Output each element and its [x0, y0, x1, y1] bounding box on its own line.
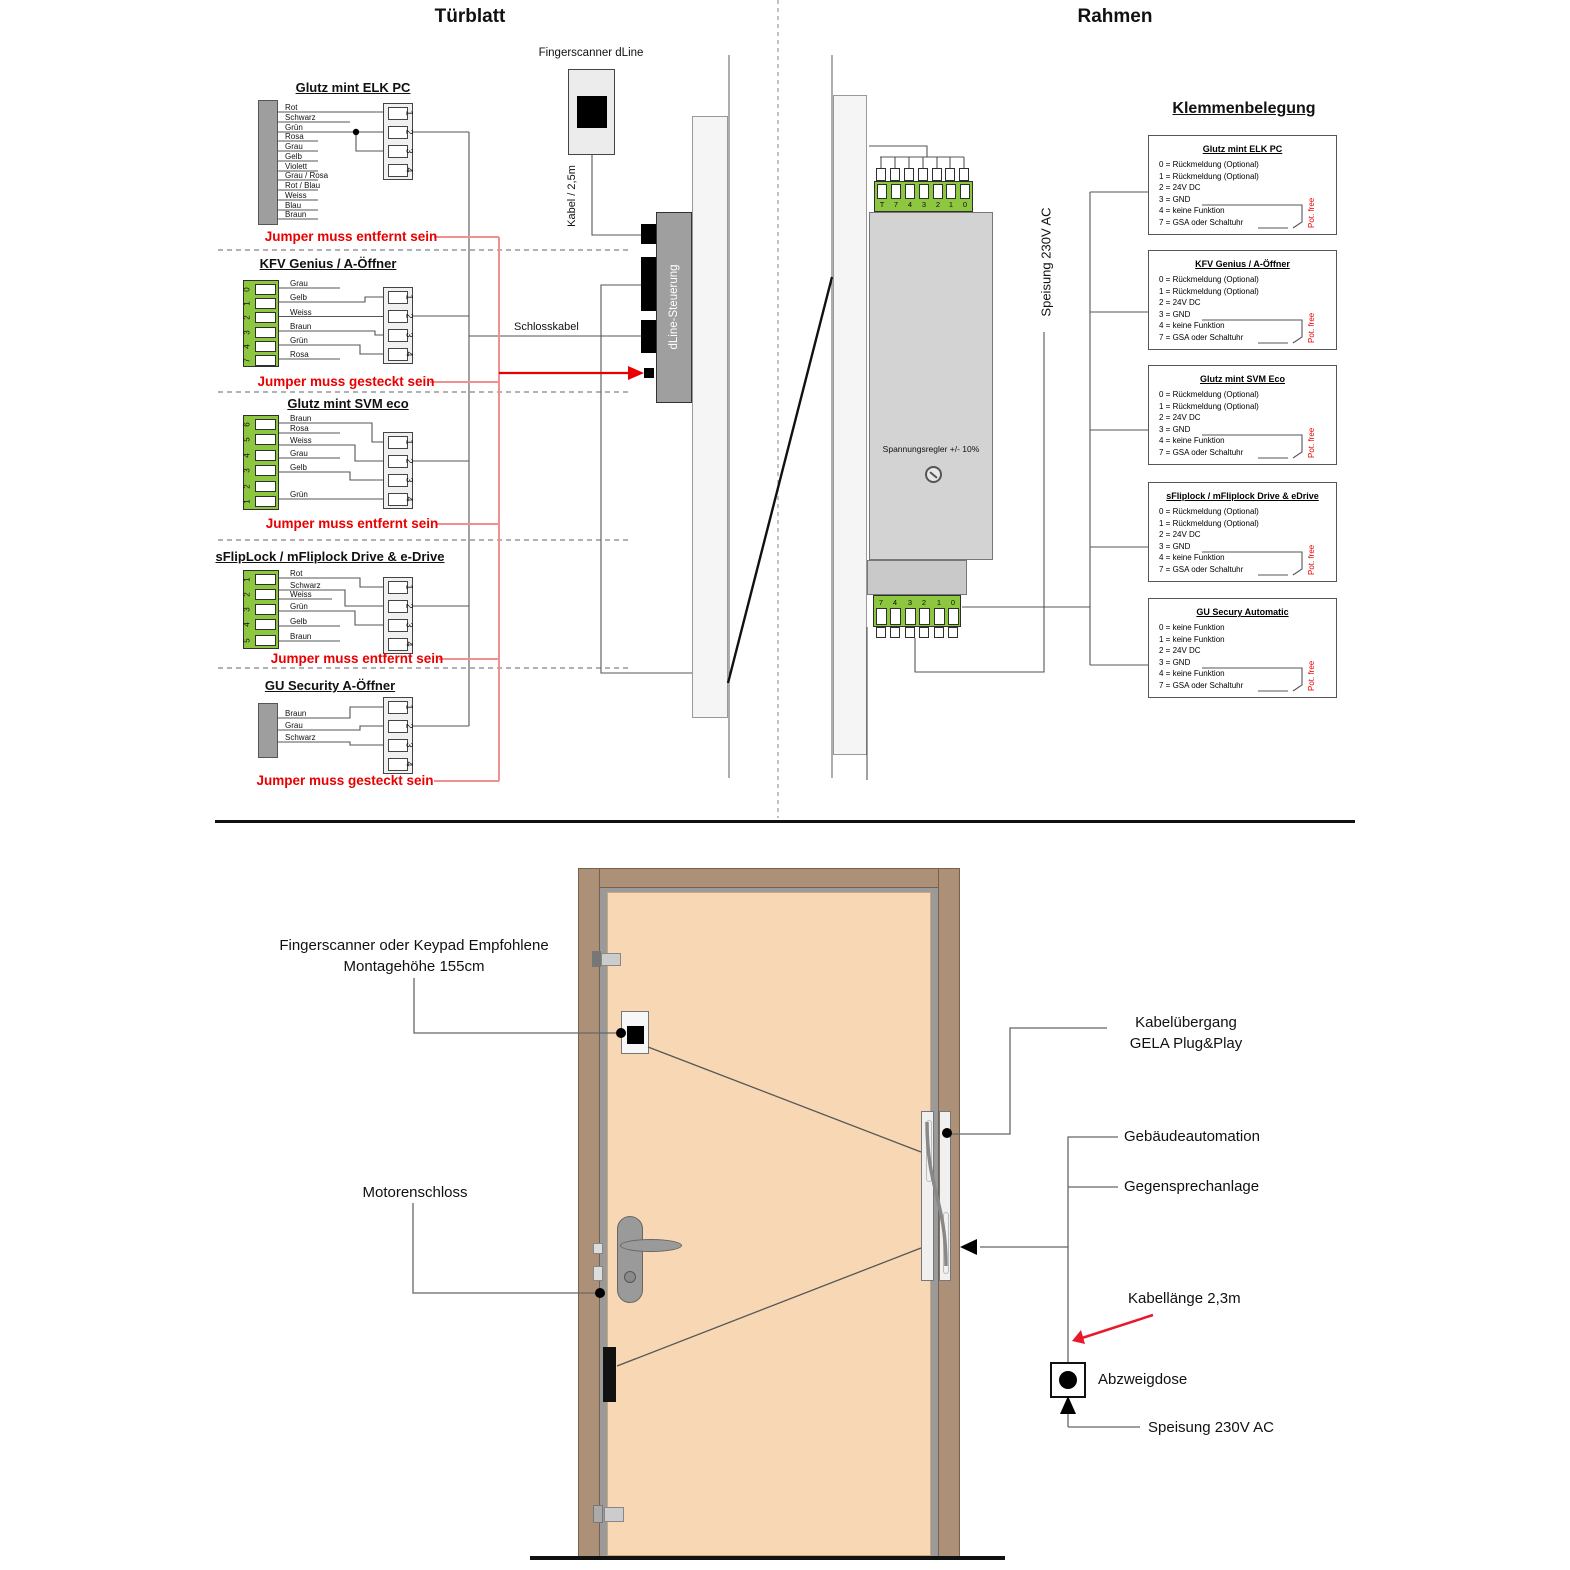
klemmen-line: 7 = GSA oder Schaltuhr — [1159, 332, 1244, 342]
wire-label: Grün — [290, 490, 308, 499]
wire-label: Braun — [290, 632, 312, 641]
wire-label: Weiss — [285, 191, 307, 200]
lock-section-title: Glutz mint SVM eco — [287, 396, 409, 411]
pin-number: 1 — [404, 704, 415, 710]
wire-label: Schwarz — [285, 733, 316, 742]
wire-label: Rosa — [285, 132, 304, 141]
pin-number: 4 — [404, 761, 415, 767]
pot-free-label: Pot. free — [1307, 197, 1316, 228]
klemmen-line: 7 = GSA oder Schaltuhr — [1159, 680, 1244, 690]
lock-section-title: sFlipLock / mFliplock Drive & e-Drive — [215, 549, 445, 564]
pot-free-label: Pot. free — [1307, 312, 1316, 343]
terminal-label: 2 — [921, 598, 927, 607]
wire-label: Braun — [285, 709, 307, 718]
wire-label: Grau — [285, 721, 303, 730]
wire-label: Weiss — [290, 590, 312, 599]
klemmen-line: 2 = 24V DC — [1159, 298, 1201, 307]
klemmen-line: 3 = GND — [1159, 309, 1191, 319]
cable-length-2-3m-label: Kabellänge 2,3m — [1128, 1290, 1241, 1307]
klemmen-line: 4 = keine Funktion — [1159, 436, 1225, 445]
lock-section-title: KFV Genius / A-Öffner — [259, 256, 397, 271]
terminal-label: 0 — [962, 200, 968, 209]
terminal-label: 7 — [878, 598, 884, 607]
terminal-number: 1 — [242, 577, 252, 582]
terminal-number: 4 — [242, 622, 252, 627]
klemmen-line: 0 = Rückmeldung (Optional) — [1159, 507, 1259, 516]
terminal-label: 7 — [893, 200, 899, 209]
wire-label: Schwarz — [285, 113, 316, 122]
klemmen-line: 3 = GND — [1159, 657, 1191, 667]
klemmen-line: 1 = keine Funktion — [1159, 634, 1225, 644]
terminal-number: 3 — [242, 468, 252, 473]
klemmen-line: 2 = 24V DC — [1159, 183, 1201, 192]
regulator-label: Spannungsregler +/- 10% — [882, 444, 980, 454]
intercom-label: Gegensprechanlage — [1124, 1178, 1260, 1195]
klemmen-line: 4 = keine Funktion — [1159, 206, 1225, 215]
pin-number: 3 — [404, 332, 415, 338]
wire-label: Braun — [290, 322, 312, 331]
wire-label: Weiss — [290, 308, 312, 317]
page-title-left: Türblatt — [434, 6, 506, 27]
terminal-number: 5 — [242, 638, 252, 643]
wire-label: Braun — [285, 210, 307, 219]
klemmen-line: 2 = 24V DC — [1159, 646, 1201, 655]
pot-free-label: Pot. free — [1307, 427, 1316, 458]
klemmen-line: 4 = keine Funktion — [1159, 669, 1225, 678]
controller-label: dLine-Steuerung — [668, 264, 680, 350]
wire-label: Grau — [290, 279, 308, 288]
pin-number: 3 — [404, 622, 415, 628]
lock-section-title: Glutz mint ELK PC — [295, 80, 411, 95]
jumper-note: Jumper muss entfernt sein — [264, 229, 438, 244]
page-title-right: Rahmen — [1077, 6, 1153, 27]
wire-label: Gelb — [285, 152, 302, 161]
klemmen-line: 4 = keine Funktion — [1159, 553, 1225, 562]
wire-label: Grau — [290, 449, 308, 458]
jumper-note: Jumper muss entfernt sein — [265, 516, 439, 531]
klemmen-line: 3 = GND — [1159, 194, 1191, 204]
terminal-label: 1 — [936, 598, 942, 607]
wire-label: Schwarz — [290, 581, 321, 590]
pin-number: 3 — [404, 742, 415, 748]
klemmen-line: 3 = GND — [1159, 424, 1191, 434]
pin-number: 1 — [404, 439, 415, 445]
wire-label: Grau / Rosa — [285, 171, 329, 180]
wire-label: Grün — [285, 123, 303, 132]
terminal-number: 3 — [242, 330, 252, 335]
terminal-number: 6 — [242, 422, 252, 427]
wire-label: Braun — [290, 414, 312, 423]
jumper-note: Jumper muss entfernt sein — [270, 651, 444, 666]
door-fingerscanner-label-line1: Fingerscanner oder Keypad Empfohlene — [279, 937, 549, 954]
wire-label: Grau — [285, 142, 303, 151]
klemmen-line: 1 = Rückmeldung (Optional) — [1159, 518, 1259, 528]
wire-label: Rot — [285, 103, 298, 112]
terminal-number: 0 — [242, 287, 252, 292]
terminal-number: 1 — [242, 301, 252, 306]
pin-number: 2 — [404, 129, 415, 135]
junction-box-label: Abzweigdose — [1098, 1371, 1188, 1388]
terminal-label: 4 — [892, 598, 898, 607]
terminal-label: 4 — [907, 200, 913, 209]
wire-label: Grün — [290, 336, 308, 345]
klemmen-line: 7 = GSA oder Schaltuhr — [1159, 447, 1244, 457]
cable-transition-label-line2: GELA Plug&Play — [1129, 1035, 1243, 1052]
klemmen-line: 0 = Rückmeldung (Optional) — [1159, 275, 1259, 284]
wire-label: Blau — [285, 201, 302, 210]
pin-number: 4 — [404, 167, 415, 173]
terminal-number: 2 — [242, 592, 252, 597]
pin-number: 2 — [404, 458, 415, 464]
wire-label: Weiss — [290, 436, 312, 445]
wire-label: Rosa — [290, 424, 309, 433]
klemmen-line: 7 = GSA oder Schaltuhr — [1159, 217, 1244, 227]
pin-number: 1 — [404, 110, 415, 116]
wire-label: Rosa — [290, 350, 309, 359]
jumper-note: Jumper muss gesteckt sein — [257, 374, 435, 389]
pin-number: 4 — [404, 496, 415, 502]
klemmen-line: 2 = 24V DC — [1159, 530, 1201, 539]
wire-label: Gelb — [290, 617, 307, 626]
terminal-label: 3 — [907, 598, 913, 607]
building-automation-label: Gebäudeautomation — [1124, 1128, 1260, 1145]
power-supply-230v-label: Speisung 230V AC — [1148, 1419, 1274, 1436]
pin-number: 3 — [404, 477, 415, 483]
terminal-label: 2 — [935, 200, 941, 209]
klemmen-box-title: Glutz mint ELK PC — [1202, 144, 1283, 154]
pin-number: 4 — [404, 351, 415, 357]
wire-label: Violett — [285, 162, 308, 171]
klemmen-line: 1 = Rückmeldung (Optional) — [1159, 286, 1259, 296]
wire-label: Rot / Blau — [285, 181, 321, 190]
klemmen-line: 0 = Rückmeldung (Optional) — [1159, 390, 1259, 399]
pot-free-label: Pot. free — [1307, 544, 1316, 575]
terminal-number: 2 — [242, 315, 252, 320]
pot-free-label: Pot. free — [1307, 660, 1316, 691]
klemmen-box-title: Glutz mint SVM Eco — [1199, 374, 1285, 384]
terminal-number: 4 — [242, 344, 252, 349]
wire-label: Gelb — [290, 293, 307, 302]
motor-lock-label: Motorenschloss — [362, 1184, 468, 1201]
klemmen-line: 0 = Rückmeldung (Optional) — [1159, 160, 1259, 169]
pin-number: 4 — [404, 641, 415, 647]
terminal-number: 5 — [242, 437, 252, 442]
terminal-label: 1 — [948, 200, 954, 209]
pin-number: 1 — [404, 294, 415, 300]
klemmen-box-title: sFliplock / mFliplock Drive & eDrive — [1166, 491, 1319, 501]
klemmen-line: 4 = keine Funktion — [1159, 321, 1225, 330]
door-fingerscanner-label-line2: Montagehöhe 155cm — [343, 958, 485, 975]
wire-label: Rot — [290, 569, 303, 578]
terminal-label: 3 — [921, 200, 927, 209]
klemmen-line: 1 = Rückmeldung (Optional) — [1159, 401, 1259, 411]
pin-number: 3 — [404, 148, 415, 154]
terminal-number: 4 — [242, 453, 252, 458]
terminal-number: 2 — [242, 484, 252, 489]
pin-number: 2 — [404, 723, 415, 729]
lock-section-title: GU Security A-Öffner — [264, 678, 396, 693]
klemmen-line: 7 = GSA oder Schaltuhr — [1159, 564, 1244, 574]
terminal-label: T — [879, 200, 885, 209]
cable-transition-label-line1: Kabelübergang — [1135, 1014, 1237, 1031]
terminal-number: 1 — [242, 499, 252, 504]
terminal-number: 3 — [242, 607, 252, 612]
pin-number: 1 — [404, 584, 415, 590]
klemmen-title: Klemmenbelegung — [1172, 100, 1316, 117]
fingerscanner-label: Fingerscanner dLine — [538, 47, 644, 59]
wire-label: Grün — [290, 602, 308, 611]
cable-length-label: Kabel / 2,5m — [566, 165, 578, 227]
klemmen-box-title: KFV Genius / A-Öffner — [1195, 259, 1290, 269]
klemmen-line: 3 = GND — [1159, 541, 1191, 551]
pin-number: 2 — [404, 313, 415, 319]
wire-label: Gelb — [290, 463, 307, 472]
terminal-label: 0 — [950, 598, 956, 607]
klemmen-line: 1 = Rückmeldung (Optional) — [1159, 171, 1259, 181]
klemmen-box-title: GU Secury Automatic — [1196, 607, 1289, 617]
terminal-number: 7 — [242, 358, 252, 363]
jumper-note: Jumper muss gesteckt sein — [256, 773, 434, 788]
power-supply-label: Speisung 230V AC — [1038, 207, 1054, 317]
klemmen-line: 0 = keine Funktion — [1159, 623, 1225, 632]
pin-number: 2 — [404, 603, 415, 609]
lock-cable-label: Schlosskabel — [514, 321, 579, 333]
klemmen-line: 2 = 24V DC — [1159, 413, 1201, 422]
